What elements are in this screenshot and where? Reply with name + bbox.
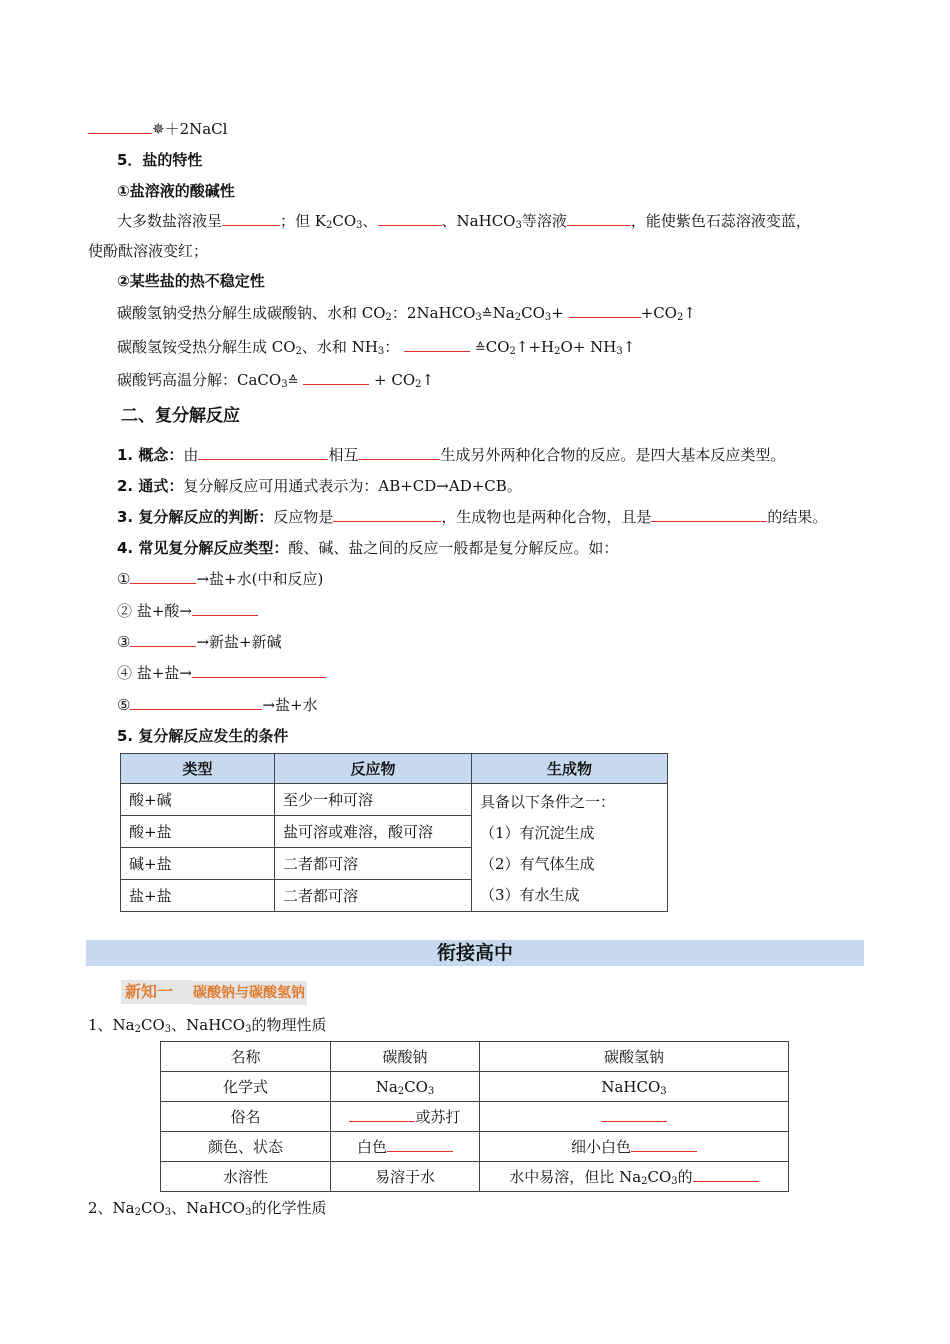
products-cell: 具备以下条件之一： （1）有沉淀生成 （2）有气体生成 （3）有水生成: [472, 784, 668, 912]
judge-line: 3. 复分解反应的判断：反应物是 ，生成物也是两种化合物，且是 的结果。: [117, 508, 828, 526]
table-row: 名称 碳酸钠 碳酸氢钠: [161, 1042, 789, 1072]
paragraph: 大多数盐溶液呈 ；但 $K_2CO_3$、 、NaHCO$_3$等溶液 ，能使紫色石蕊溶液变蓝，: [117, 212, 811, 231]
new-knowledge-tag: 新知一 碳酸钠与碳酸氢钠: [121, 980, 307, 1004]
blank: [88, 119, 152, 134]
table-row: 俗名 或苏打: [161, 1102, 789, 1132]
table-header: 生成物: [472, 754, 668, 784]
table-row: 化学式 $Na_2CO_3$ NaHCO$_3$: [161, 1072, 789, 1102]
table-row: 酸+碱 至少一种可溶 具备以下条件之一： （1）有沉淀生成 （2）有气体生成 （3）有水生成: [121, 784, 668, 816]
reaction-type-2: ② 盐+酸→: [117, 600, 258, 621]
heat-delta-icon: ≙: [287, 374, 299, 389]
formula-line: 2. 通式：复分解反应可用通式表示为：AB+CD→AD+CB。: [117, 477, 522, 495]
physical-props-title: 1、$Na_2CO_3$、NaHCO$_3$的物理性质: [88, 1016, 327, 1035]
reaction-type-1: ① →盐+水(中和反应): [117, 570, 324, 588]
subsection-title: ①盐溶液的酸碱性: [117, 182, 235, 200]
equation-caco3: 碳酸钙高温分解：CaCO$_3$≙ + $CO_2↑$: [117, 371, 435, 390]
reaction-type-4: ④ 盐+盐→: [117, 662, 326, 683]
reaction-type-5: ⑤ →盐+水: [117, 696, 318, 714]
chemical-props-title: 2、$Na_2CO_3$、NaHCO$_3$的化学性质: [88, 1199, 327, 1218]
physical-props-table: [160, 1041, 789, 1192]
reaction-type-3: ③ →新盐+新碱: [117, 633, 282, 651]
bridge-banner: 衔接高中: [86, 940, 864, 966]
conditions-table: [120, 753, 668, 912]
conditions-title: 5. 复分解反应发生的条件: [117, 727, 289, 745]
nacl-line: ✵＋2NaCl: [88, 118, 227, 139]
heading-part2: 二、复分解反应: [121, 406, 240, 426]
subsection-title: ②某些盐的热不稳定性: [117, 272, 265, 290]
table-row: 水溶性 易溶于水 水中易溶，但比 $Na_2CO_3$的: [161, 1162, 789, 1192]
section-title: 5．盐的特性: [117, 151, 203, 169]
heat-delta-icon: ≙: [481, 307, 493, 322]
concept-line: 1. 概念：由 相互 生成另外两种化合物的反应。是四大基本反应类型。: [117, 446, 786, 464]
equation-nahco3: 碳酸氢钠受热分解生成碳酸钠、水和 $CO_2$：$2NaHCO_3≙Na_2CO_3+$ $+CO_2↑$: [117, 304, 696, 323]
heat-delta-icon: ≙: [474, 341, 486, 356]
table-header: 反应物: [275, 754, 472, 784]
table-row: 碱+盐 二者都可溶: [121, 848, 668, 880]
types-line: 4. 常见复分解反应类型：酸、碱、盐之间的反应一般都是复分解反应。如：: [117, 539, 619, 557]
equation-nh4hco3: 碳酸氢铵受热分解生成 $CO_2$、水和 $NH_3$： $≙CO_2↑+H_2O+$ $NH_3↑$: [117, 338, 636, 357]
table-header: 类型: [121, 754, 275, 784]
table-row: 酸+盐 盐可溶或难溶，酸可溶: [121, 816, 668, 848]
paragraph-cont: 使酚酞溶液变红；: [88, 242, 209, 260]
table-row: 盐+盐 二者都可溶: [121, 880, 668, 912]
table-row: 颜色、状态 白色 细小白色: [161, 1132, 789, 1162]
